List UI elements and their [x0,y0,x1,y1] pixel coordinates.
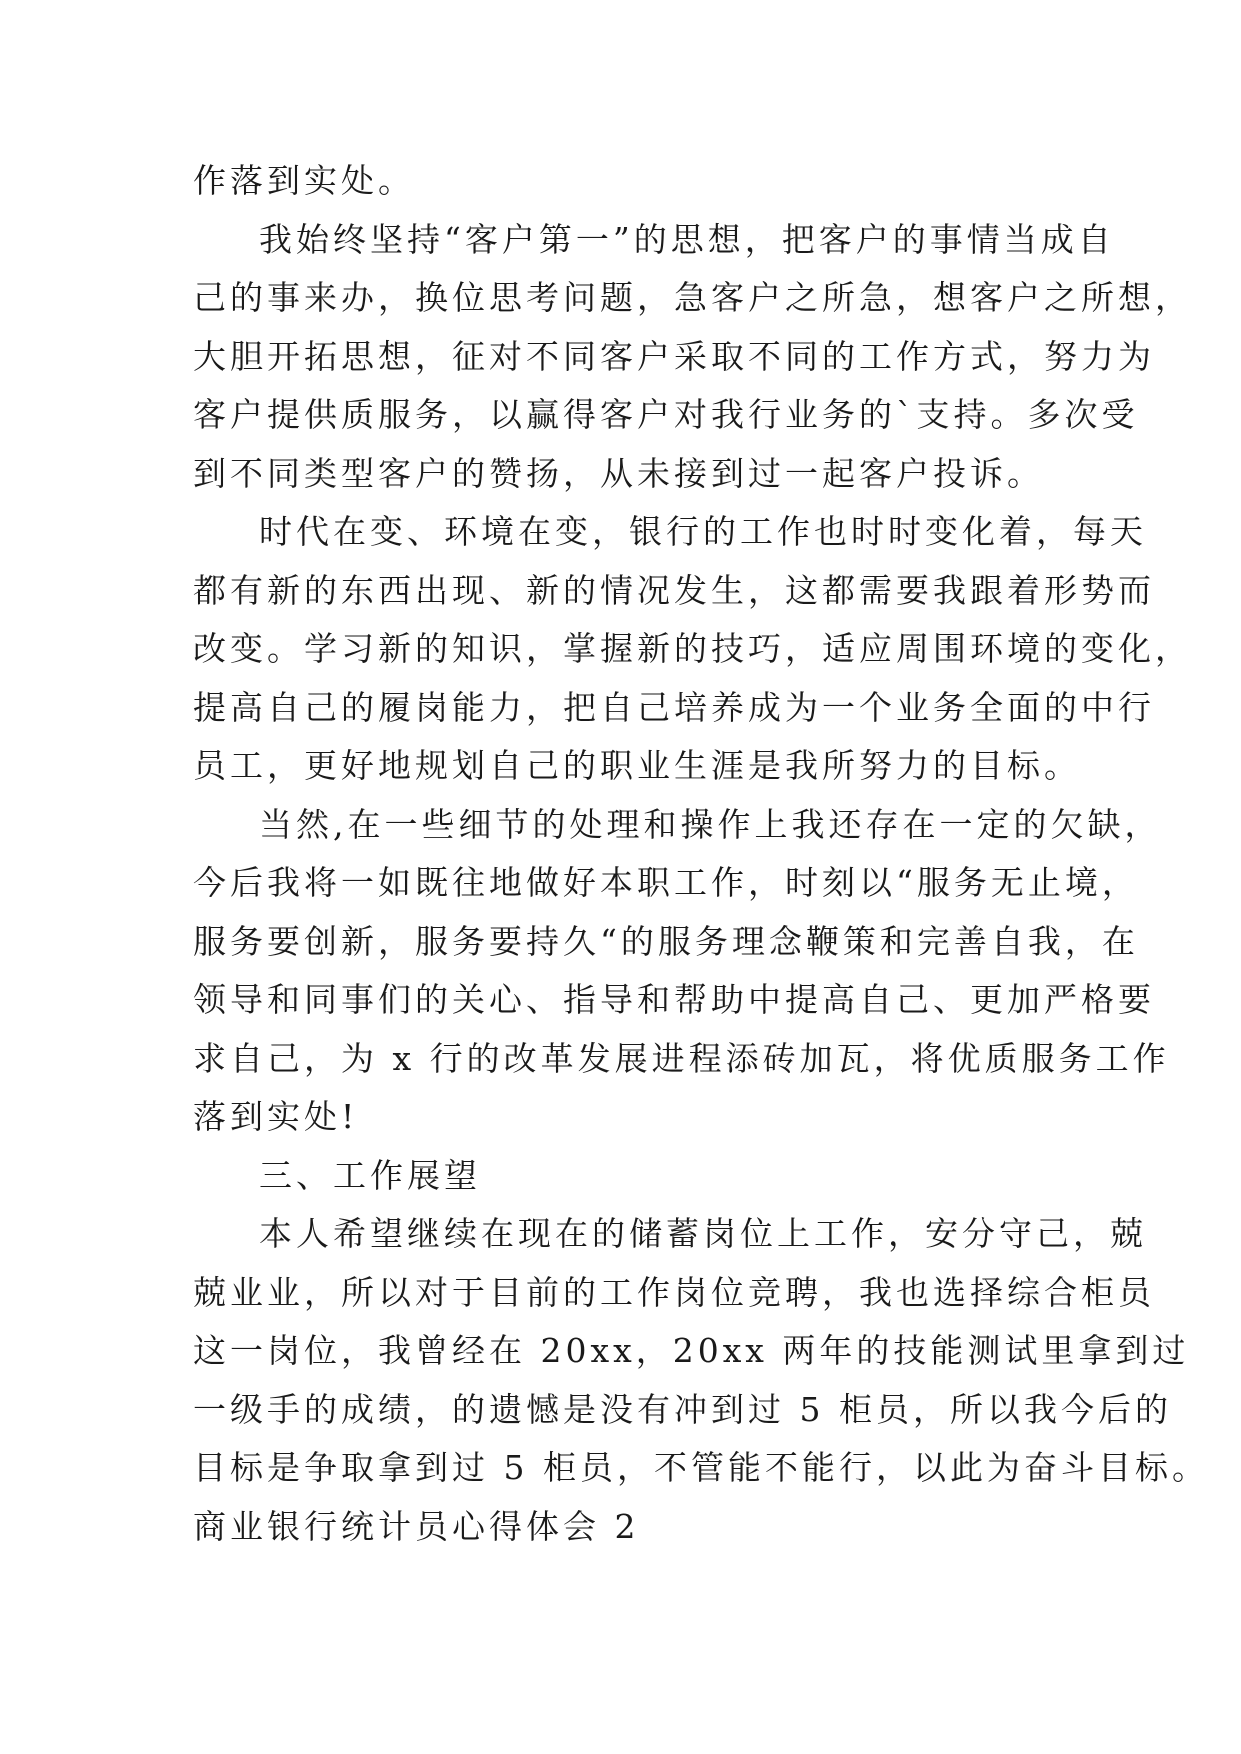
text-line: 都有新的东西出现、新的情况发生，这都需要我跟着形势而 [193,570,1155,610]
text-line: 提高自己的履岗能力，把自己培养成为一个业务全面的中行 [193,687,1155,727]
paragraph-start-line: 我始终坚持“客户第一”的思想，把客户的事情当成自 [259,219,1115,259]
text-line: 这一岗位，我曾经在 20xx，20xx 两年的技能测试里拿到过 [193,1331,1190,1370]
document-body [193,152,1209,1556]
text-line: 领导和同事们的关心、指导和帮助中提高自己、更加严格要 [193,980,1155,1019]
paragraph-start-line: 时代在变、环境在变，银行的工作也时时变化着，每天 [259,512,1147,551]
text-line: 改变。学习新的知识，掌握新的技巧，适应周围环境的变化， [193,629,1192,668]
section-heading: 三、工作展望 [259,1155,481,1195]
text-line: 目标是争取拿到过 5 柜员，不管能不能行，以此为奋斗目标。 [193,1448,1209,1487]
text-line: 兢业业，所以对于目前的工作岗位竞聘，我也选择综合柜员 [193,1272,1155,1312]
text-line: 一级手的成绩，的遗憾是没有冲到过 5 柜员，所以我今后的 [193,1389,1172,1429]
text-line: 客户提供质服务，以赢得客户对我行业务的`支持。多次受 [193,395,1139,434]
paragraph-start-line: 本人希望继续在现在的储蓄岗位上工作，安分守己，兢 [259,1214,1147,1253]
text-line: 今后我将一如既往地做好本职工作，时刻以“服务无止境， [193,863,1139,902]
text-line: 求自己，为 x 行的改革发展进程添砖加瓦，将优质服务工作 [193,1038,1170,1078]
text-line: 落到实处! [193,1097,359,1136]
text-line: 己的事来办，换位思考问题，急客户之所急，想客户之所想， [193,278,1192,317]
text-line: 员工，更好地规划自己的职业生涯是我所努力的目标。 [193,746,1081,785]
text-line: 到不同类型客户的赞扬，从未接到过一起客户投诉。 [193,453,1044,493]
text-line: 大胆开拓思想，征对不同客户采取不同的工作方式，努力为 [193,336,1155,376]
paragraph-start-line: 当然,在一些细节的处理和操作上我还存在一定的欠缺， [259,804,1162,844]
text-line: 作落到实处。 [193,161,415,200]
document-title-line: 商业银行统计员心得体会 2 [193,1506,640,1546]
text-line: 服务要创新，服务要持久“的服务理念鞭策和完善自我，在 [193,921,1139,961]
